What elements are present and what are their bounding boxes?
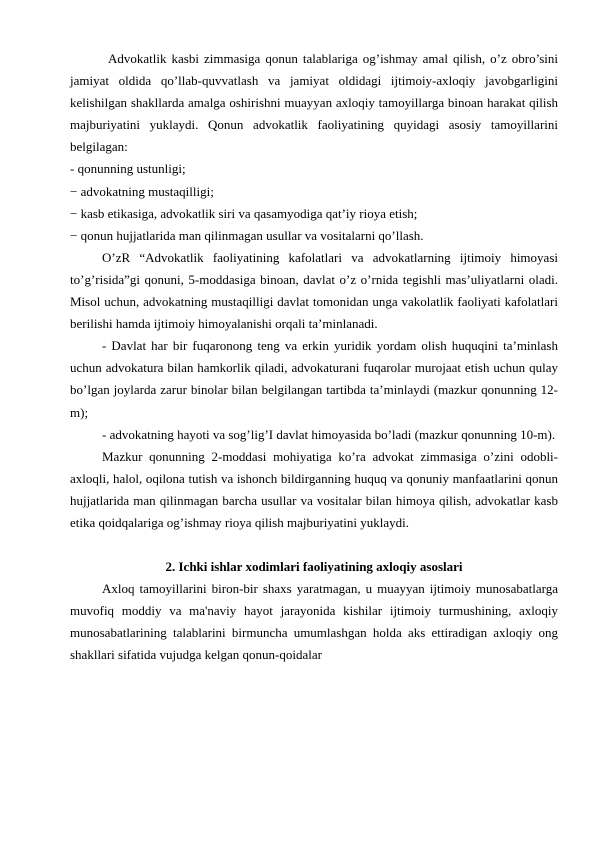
paragraph-moral-principles: Axloq tamoyillarini biron-bir shaxs yaratmagan, u muayyan ijtimoiy munosabatlarga muvofiq moddiy va ma'naviy hayot jarayonida kishilar ijtimoiy turmushining, axloqiy munosabatlarining talablarini birmuncha umumlashgan holda aks ettiradigan axloqiy ong shakllari sifatida vujudga kelgan qonun-qoidalar — [70, 581, 558, 663]
document-page — [70, 48, 558, 667]
dash-item-legal-aid: - Davlat har bir fuqaronong teng va erkin yuridik yordam olish huquqini ta’minlash uchun advokatura bilan hamkorlik qiladi, advokaturani fuqarolar murojaat etish uchun qulay bo’lgan joylarda zarur binolar bilan belgilangan tartibda ta’minlaydi (mazkur qonunning 12-m); — [70, 338, 558, 420]
paragraph-advocacy-duties: Advokatlik kasbi zimmasiga qonun talablariga og’ishmay amal qilish, o’z obro’sini jamiyat oldida qo’llab-quvvatlash va jamiyat oldidagi ijtimoiy-axloqiy javobgarligini kelishilgan shakllarda amalga oshirishni muayyan axloqiy tamoyillarga binoan harakat qilish majburiyatini yuklaydi. Qonun advokatlik faoliyatining quyidagi asosiy tamoyillarini belgilagan: — [70, 51, 558, 155]
list-item-rule-of-law: - qonunning ustunligi; — [70, 161, 186, 177]
list-item-lawful-means: − qonun hujjatlarida man qilinmagan usullar va vositalarni qo’llash. — [70, 227, 424, 243]
paragraph-state-guarantees: O’zR “Advokatlik faoliyatining kafolatlari va advokatlarning ijtimoiy himoyasi to’g’risida”gi qonuni, 5-moddasiga binoan, davlat o’z o’rnida tegishli mas’uliyatlarni oladi. Misol uchun, advokatning mustaqilligi davlat tomonidan unga vakolatlik faoliyati kafolatlari berilishi hamda ijtimoiy himoyalanishi orqali ta’minlanadi. — [70, 249, 558, 332]
list-item-independence: − advokatning mustaqilligi; — [70, 183, 214, 199]
dash-item-protection: - advokatning hayoti va sog’lig’I davlat himoyasida bo’ladi (mazkur qonunning 10-m). — [102, 426, 556, 442]
section-heading: 2. Ichki ishlar xodimlari faoliyatining axloqiy asoslari — [165, 559, 463, 575]
paragraph-article-2: Mazkur qonunning 2-moddasi mohiyatiga ko’ra advokat zimmasiga o’zini odobli-axloqli, halol, oqilona tutish va ishonch bildirganning huquq va qonuniy manfaatlarini qonun hujjatlarida man qilinmagan barcha usullar va vositalar bilan himoya qilish, advokatlar kasb etika qoidqalariga og’ishmay rioya qilish majburiyatini yuklaydi. — [70, 448, 558, 530]
list-item-ethics: − kasb etikasiga, advokatlik siri va qasamyodiga qat’iy rioya etish; — [70, 205, 418, 221]
